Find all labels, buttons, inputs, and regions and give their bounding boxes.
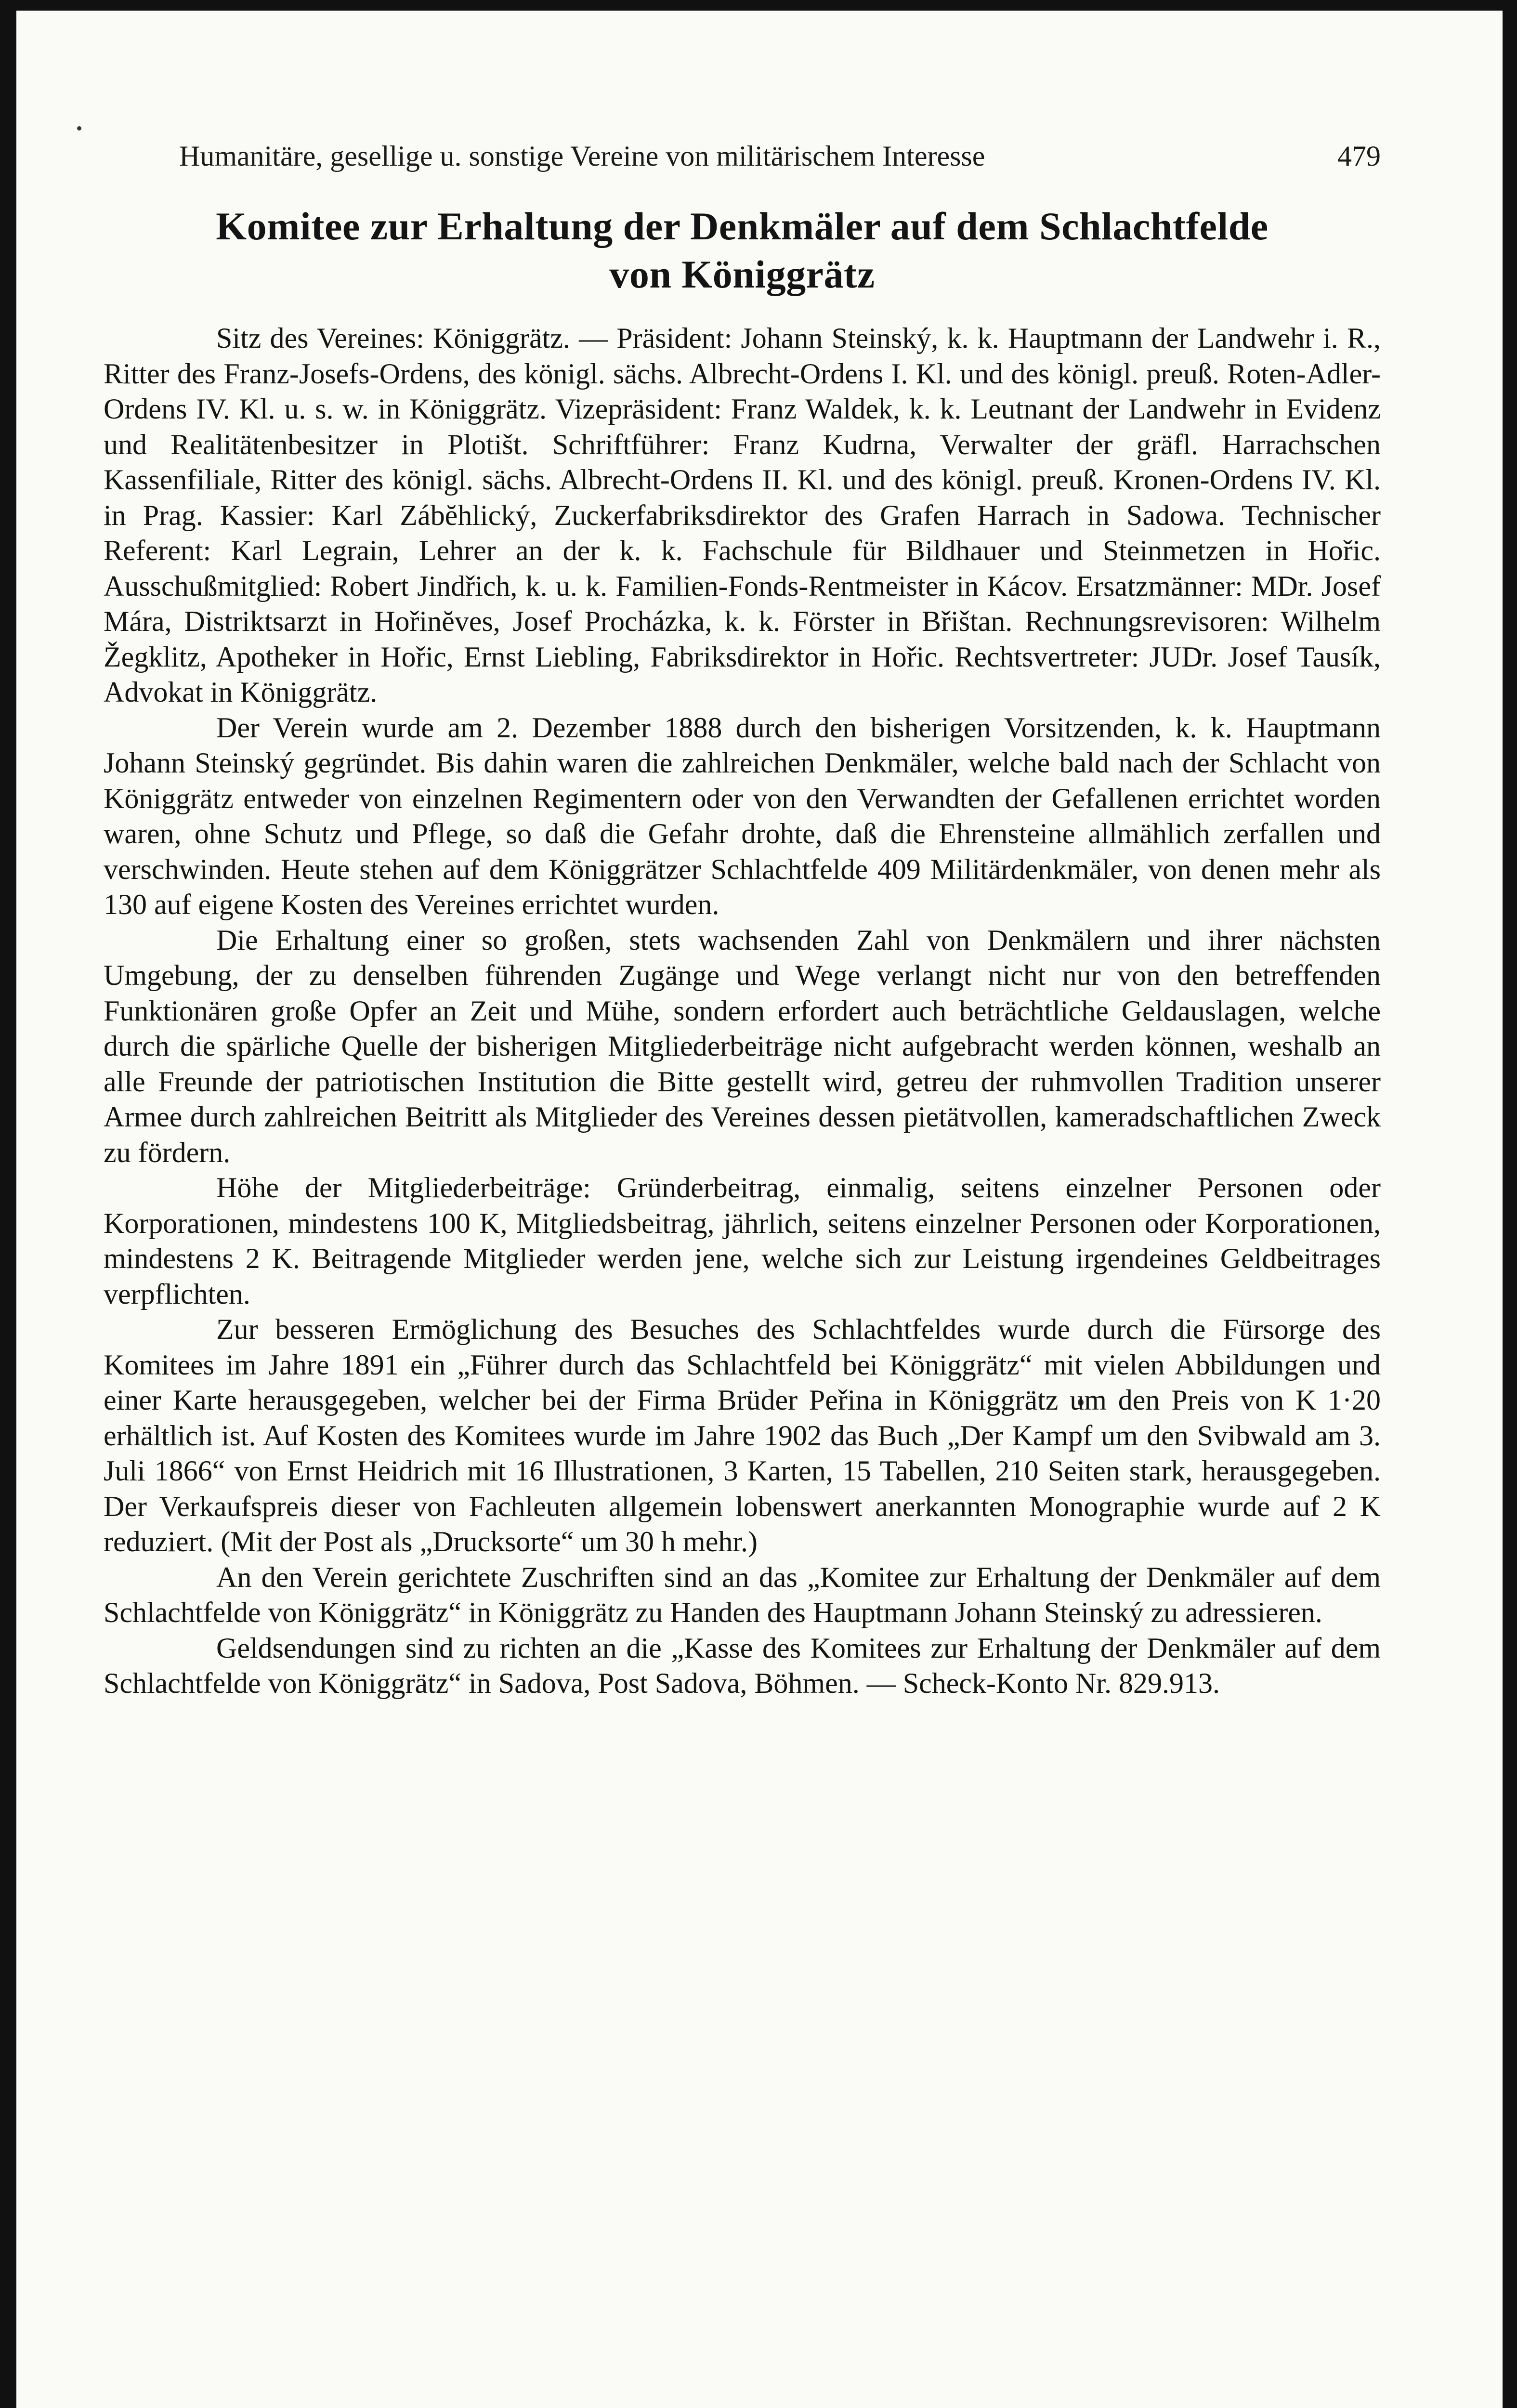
paragraph-correspondence: An den Verein gerichtete Zuschriften sind an das „Komitee zur Erhaltung der Denkmäler auf dem Schlachtfelde von Königgrätz“ in Königgrätz zu Handen des Hauptmann Johann Steinský zu adressieren. [104, 1561, 1381, 1628]
paragraph-maintenance: Die Erhaltung einer so großen, stets wachsenden Zahl von Denkmälern und ihrer nächsten Umgebung, der zu denselben führenden Zugänge und Wege verlangt nicht nur von den betreffenden Funktionären große Opfer an Zeit und Mühe, sondern erfordert auch beträchtliche Geldauslagen, welche durch die spärliche Quelle der bisherigen Mitgliederbeiträge nicht aufgebracht werden können, weshalb an alle Freunde der patriotischen Institution die Bitte gestellt wird, getreu der ruhmvollen Tradition unserer Armee durch zahlreichen Beitritt als Mitglieder des Vereines dessen pietätvollen, kameradschaftlichen Zweck zu fördern. [104, 924, 1381, 1168]
paragraph-publications: Zur besseren Ermöglichung des Besuches des Schlachtfeldes wurde durch die Fürsorge des Komitees im Jahre 1891 ein „Führer durch das Schlachtfeld bei Königgrätz“ mit vielen Abbildungen und einer Karte herausgegeben, welcher bei der Firma Brüder Peřina in Königgrätz um den Preis von K 1·20 erhältlich ist. Auf Kosten des Komitees wurde im Jahre 1902 das Buch „Der Kampf um den Svibwald am 3. Juli 1866“ von Ernst Heidrich mit 16 Illustrationen, 3 Karten, 15 Tabellen, 210 Seiten stark, herausgegeben. Der Verkaufspreis dieser von Fachleuten allgemein lobenswert anerkannten Monographie wurde auf 2 K reduziert. (Mit der Post als „Drucksorte“ um 30 h mehr.) [104, 1313, 1381, 1557]
article-body [104, 321, 1381, 1701]
scan-border-left [0, 0, 16, 2408]
article [104, 202, 1381, 1701]
article-title [104, 202, 1381, 299]
paragraph-founding: Der Verein wurde am 2. Dezember 1888 durch den bisherigen Vorsitzenden, k. k. Hauptmann Johann Steinský gegründet. Bis dahin waren die zahlreichen Denkmäler, welche bald nach der Schlacht von Königgrätz entweder von einzelnen Regimentern oder von den Verwandten der Gefallenen errichtet worden waren, ohne Schutz und Pflege, so daß die Gefahr drohte, daß die Ehrensteine allmählich zerfallen und verschwinden. Heute stehen auf dem Königgrätzer Schlachtfelde 409 Militärdenkmäler, von denen mehr als 130 auf eigene Kosten des Vereines errichtet wurden. [104, 711, 1381, 920]
paragraph-officers: Sitz des Vereines: Königgrätz. — Präsident: Johann Steinský, k. k. Hauptmann der Landwehr i. R., Ritter des Franz-Josefs-Ordens, des königl. sächs. Albrecht-Ordens I. Kl. und des königl. preuß. Roten-Adler-Ordens IV. Kl. u. s. w. in Königgrätz. Vizepräsident: Franz Waldek, k. k. Leutnant der Landwehr in Evidenz und Realitätenbesitzer in Plotišt. Schriftführer: Franz Kudrna, Verwalter der gräfl. Harrachschen Kassenfiliale, Ritter des königl. sächs. Albrecht-Ordens II. Kl. und des königl. preuß. Kronen-Ordens IV. Kl. in Prag. Kassier: Karl Zábĕhlický, Zuckerfabriksdirektor des Grafen Harrach in Sadowa. Technischer Referent: Karl Legrain, Lehrer an der k. k. Fachschule für Bildhauer und Steinmetzen in Hořic. Ausschußmitglied: Robert Jindřich, k. u. k. Familien-Fonds-Rentmeister in Kácov. Ersatzmänner: MDr. Josef Mára, Distriktsarzt in Hořinĕves, Josef Procházka, k. k. Förster in Břištan. Rechnungsrevisoren: Wilhelm Žegklitz, Apotheker in Hořic, Ernst Liebling, Fabriksdirektor in Hořic. Rechtsvertreter: JUDr. Josef Tausík, Advokat in Königgrätz. [104, 322, 1381, 708]
running-title: Humanitäre, gesellige u. sonstige Vereine von militärischem Interesse [179, 140, 985, 172]
scan-speck [77, 126, 81, 131]
article-title-line-1: Komitee zur Erhaltung der Denkmäler auf dem Schlachtfelde [216, 204, 1269, 248]
paragraph-membership-fees: Höhe der Mitgliederbeiträge: Gründerbeitrag, einmalig, seitens einzelner Personen oder Korporationen, mindestens 100 K, Mitgliedsbeitrag, jährlich, seitens einzelner Personen oder Korporationen, mindestens 2 K. Beitragende Mitglieder werden jene, welche sich zur Leistung irgendeines Geldbeitrages verpflichten. [104, 1172, 1381, 1310]
article-title-line-2: von Königgrätz [609, 252, 875, 296]
page-number: 479 [1337, 140, 1381, 172]
scan-border-top [0, 0, 1517, 11]
scan-border-right [1503, 0, 1517, 2408]
paragraph-payments: Geldsendungen sind zu richten an die „Kasse des Komitees zur Erhaltung der Denkmäler auf dem Schlachtfelde von Königgrätz“ in Sadova, Post Sadova, Böhmen. — Scheck-Konto Nr. 829.913. [104, 1632, 1381, 1699]
